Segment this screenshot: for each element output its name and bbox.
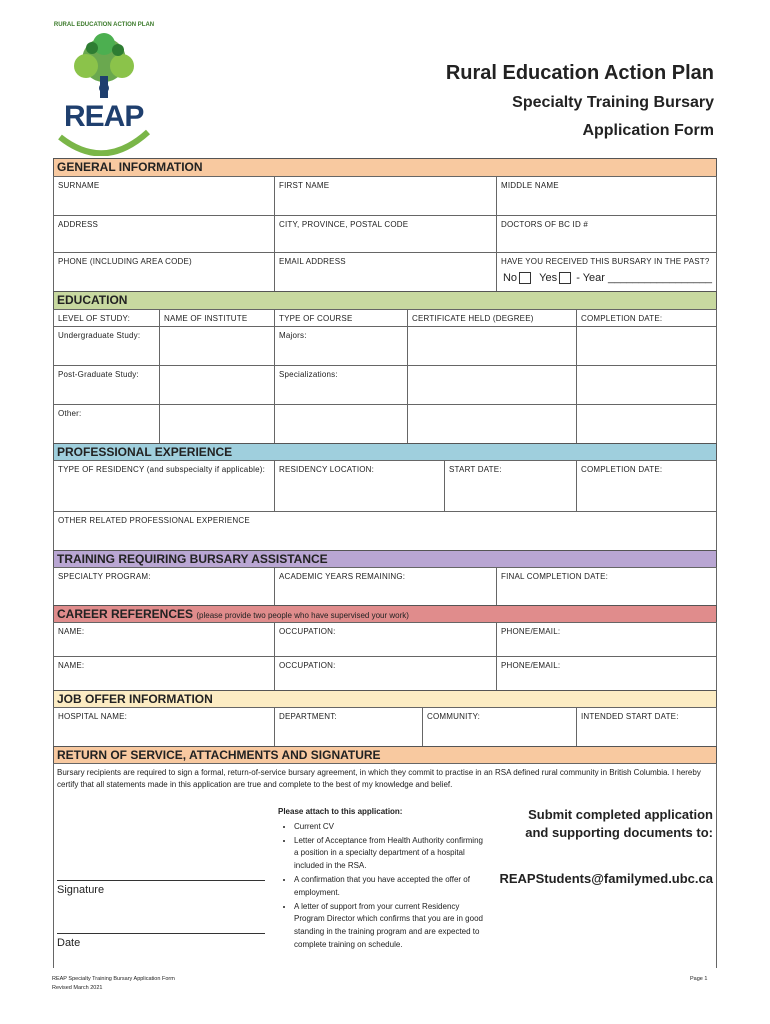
final-completion-field[interactable]: FINAL COMPLETION DATE: xyxy=(496,567,717,606)
date-line[interactable] xyxy=(57,933,265,934)
general-heading: GENERAL INFORMATION xyxy=(53,158,717,177)
footer-revised: Revised March 2021 xyxy=(52,985,103,991)
undergrad-institute[interactable] xyxy=(159,326,275,366)
postgrad-institute[interactable] xyxy=(159,365,275,405)
residency-start-field[interactable]: START DATE: xyxy=(444,460,577,512)
attach-item: • A letter of support from your current Residency Program Director which confirms that you are in good standing in the training program and are expected to complete training on schedule. xyxy=(294,901,488,952)
undergrad-completion[interactable] xyxy=(576,326,717,366)
undergrad-label: Undergraduate Study: xyxy=(53,326,160,366)
signature-line[interactable] xyxy=(57,880,265,881)
page-subtitle: Specialty Training Bursary xyxy=(512,94,714,111)
yes-label: Yes xyxy=(539,271,558,284)
other-institute[interactable] xyxy=(159,404,275,444)
attach-item: • Letter of Acceptance from Health Authority confirming a position in a specialty department of a hospital included in the RSA. xyxy=(294,835,488,873)
undergrad-certificate[interactable] xyxy=(407,326,577,366)
ref2-occupation-field[interactable]: OCCUPATION: xyxy=(274,656,497,691)
specialty-program-field[interactable]: SPECIALTY PROGRAM: xyxy=(53,567,275,606)
city-field[interactable]: CITY, PROVINCE, POSTAL CODE xyxy=(274,215,497,253)
logo-arc-text: RURAL EDUCATION ACTION PLAN xyxy=(53,22,155,28)
other-completion[interactable] xyxy=(576,404,717,444)
attachments-block xyxy=(278,806,488,953)
completion-header: COMPLETION DATE: xyxy=(576,309,717,327)
training-heading: TRAINING REQUIRING BURSARY ASSISTANCE xyxy=(53,550,717,568)
attach-title: Please attach to this application: xyxy=(278,807,403,816)
logo-tree-icon xyxy=(52,22,156,156)
residency-completion-field[interactable]: COMPLETION DATE: xyxy=(576,460,717,512)
yes-checkbox[interactable] xyxy=(559,272,571,284)
signature-label: Signature xyxy=(57,884,105,896)
community-field[interactable]: COMMUNITY: xyxy=(422,707,577,747)
residency-location-field[interactable]: RESIDENCY LOCATION: xyxy=(274,460,445,512)
education-heading: EDUCATION xyxy=(53,291,717,310)
other-certificate[interactable] xyxy=(407,404,577,444)
no-label: No xyxy=(502,271,518,284)
professional-heading: PROFESSIONAL EXPERIENCE xyxy=(53,443,717,461)
no-checkbox[interactable] xyxy=(519,272,531,284)
postgrad-label: Post-Graduate Study: xyxy=(53,365,160,405)
year-input[interactable]: - Year _________________ xyxy=(576,271,712,284)
institute-header: NAME OF INSTITUTE xyxy=(159,309,275,327)
certificate-header: CERTIFICATE HELD (DEGREE) xyxy=(407,309,577,327)
logo-wordmark: REAP xyxy=(64,100,144,133)
department-field[interactable]: DEPARTMENT: xyxy=(274,707,423,747)
return-heading: RETURN OF SERVICE, ATTACHMENTS AND SIGNATURE xyxy=(53,746,717,764)
title-block xyxy=(446,62,714,140)
first-name-field[interactable]: FIRST NAME xyxy=(274,176,497,216)
phone-field[interactable]: PHONE (INCLUDING AREA CODE) xyxy=(53,252,275,292)
page-title: Rural Education Action Plan xyxy=(445,62,714,84)
references-heading: CAREER REFERENCES (please provide two people who have supervised your work) xyxy=(53,605,717,623)
middle-name-field[interactable]: MIDDLE NAME xyxy=(496,176,717,216)
postgrad-certificate[interactable] xyxy=(407,365,577,405)
ref1-occupation-field[interactable]: OCCUPATION: xyxy=(274,622,497,657)
form-name: Application Form xyxy=(582,122,714,139)
ref1-name-field[interactable]: NAME: xyxy=(53,622,275,657)
submit-email[interactable]: REAPStudents@familymed.ubc.ca xyxy=(499,871,713,886)
course-header: TYPE OF COURSE xyxy=(274,309,408,327)
past-bursary-field: HAVE YOU RECEIVED THIS BURSARY IN THE PAST? No Yes - Year _________________ xyxy=(496,252,717,292)
footer-page-number: Page 1 xyxy=(690,976,708,982)
address-field[interactable]: ADDRESS xyxy=(53,215,275,253)
return-paragraph: Bursary recipients are required to sign a formal, return-of-service bursary agreement, in which they commit to practise in an RSA defined rural community in British Columbia. I hereby certify that all statements made in this application are true and complete to the best of my knowledge and belief. xyxy=(57,768,701,789)
footer-form-name: REAP Specialty Training Bursary Application Form xyxy=(52,976,175,982)
reap-logo xyxy=(52,22,156,156)
ref1-phone-field[interactable]: PHONE/EMAIL: xyxy=(496,622,717,657)
attach-item: • A confirmation that you have accepted the offer of employment. xyxy=(294,874,488,900)
job-heading: JOB OFFER INFORMATION xyxy=(53,690,717,708)
postgrad-completion[interactable] xyxy=(576,365,717,405)
submit-text: Submit completed application and supporting documents to: xyxy=(525,807,713,840)
email-field[interactable]: EMAIL ADDRESS xyxy=(274,252,497,292)
references-note: (please provide two people who have supervised your work) xyxy=(196,611,409,620)
surname-field[interactable]: SURNAME xyxy=(53,176,275,216)
date-label: Date xyxy=(57,937,81,949)
other-label: Other: xyxy=(53,404,160,444)
attach-item: • Current CV xyxy=(294,821,488,834)
doctors-id-field[interactable]: DOCTORS OF BC ID # xyxy=(496,215,717,253)
specializations-field[interactable]: Specializations: xyxy=(274,365,408,405)
residency-type-field[interactable]: TYPE OF RESIDENCY (and subspecialty if applicable): xyxy=(53,460,275,512)
ref2-name-field[interactable]: NAME: xyxy=(53,656,275,691)
intended-start-field[interactable]: INTENDED START DATE: xyxy=(576,707,717,747)
years-remaining-field[interactable]: ACADEMIC YEARS REMAINING: xyxy=(274,567,497,606)
level-header: LEVEL OF STUDY: xyxy=(53,309,160,327)
other-experience-field[interactable]: OTHER RELATED PROFESSIONAL EXPERIENCE xyxy=(53,511,717,551)
ref2-phone-field[interactable]: PHONE/EMAIL: xyxy=(496,656,717,691)
other-course[interactable] xyxy=(274,404,408,444)
majors-field[interactable]: Majors: xyxy=(274,326,408,366)
hospital-name-field[interactable]: HOSPITAL NAME: xyxy=(53,707,275,747)
